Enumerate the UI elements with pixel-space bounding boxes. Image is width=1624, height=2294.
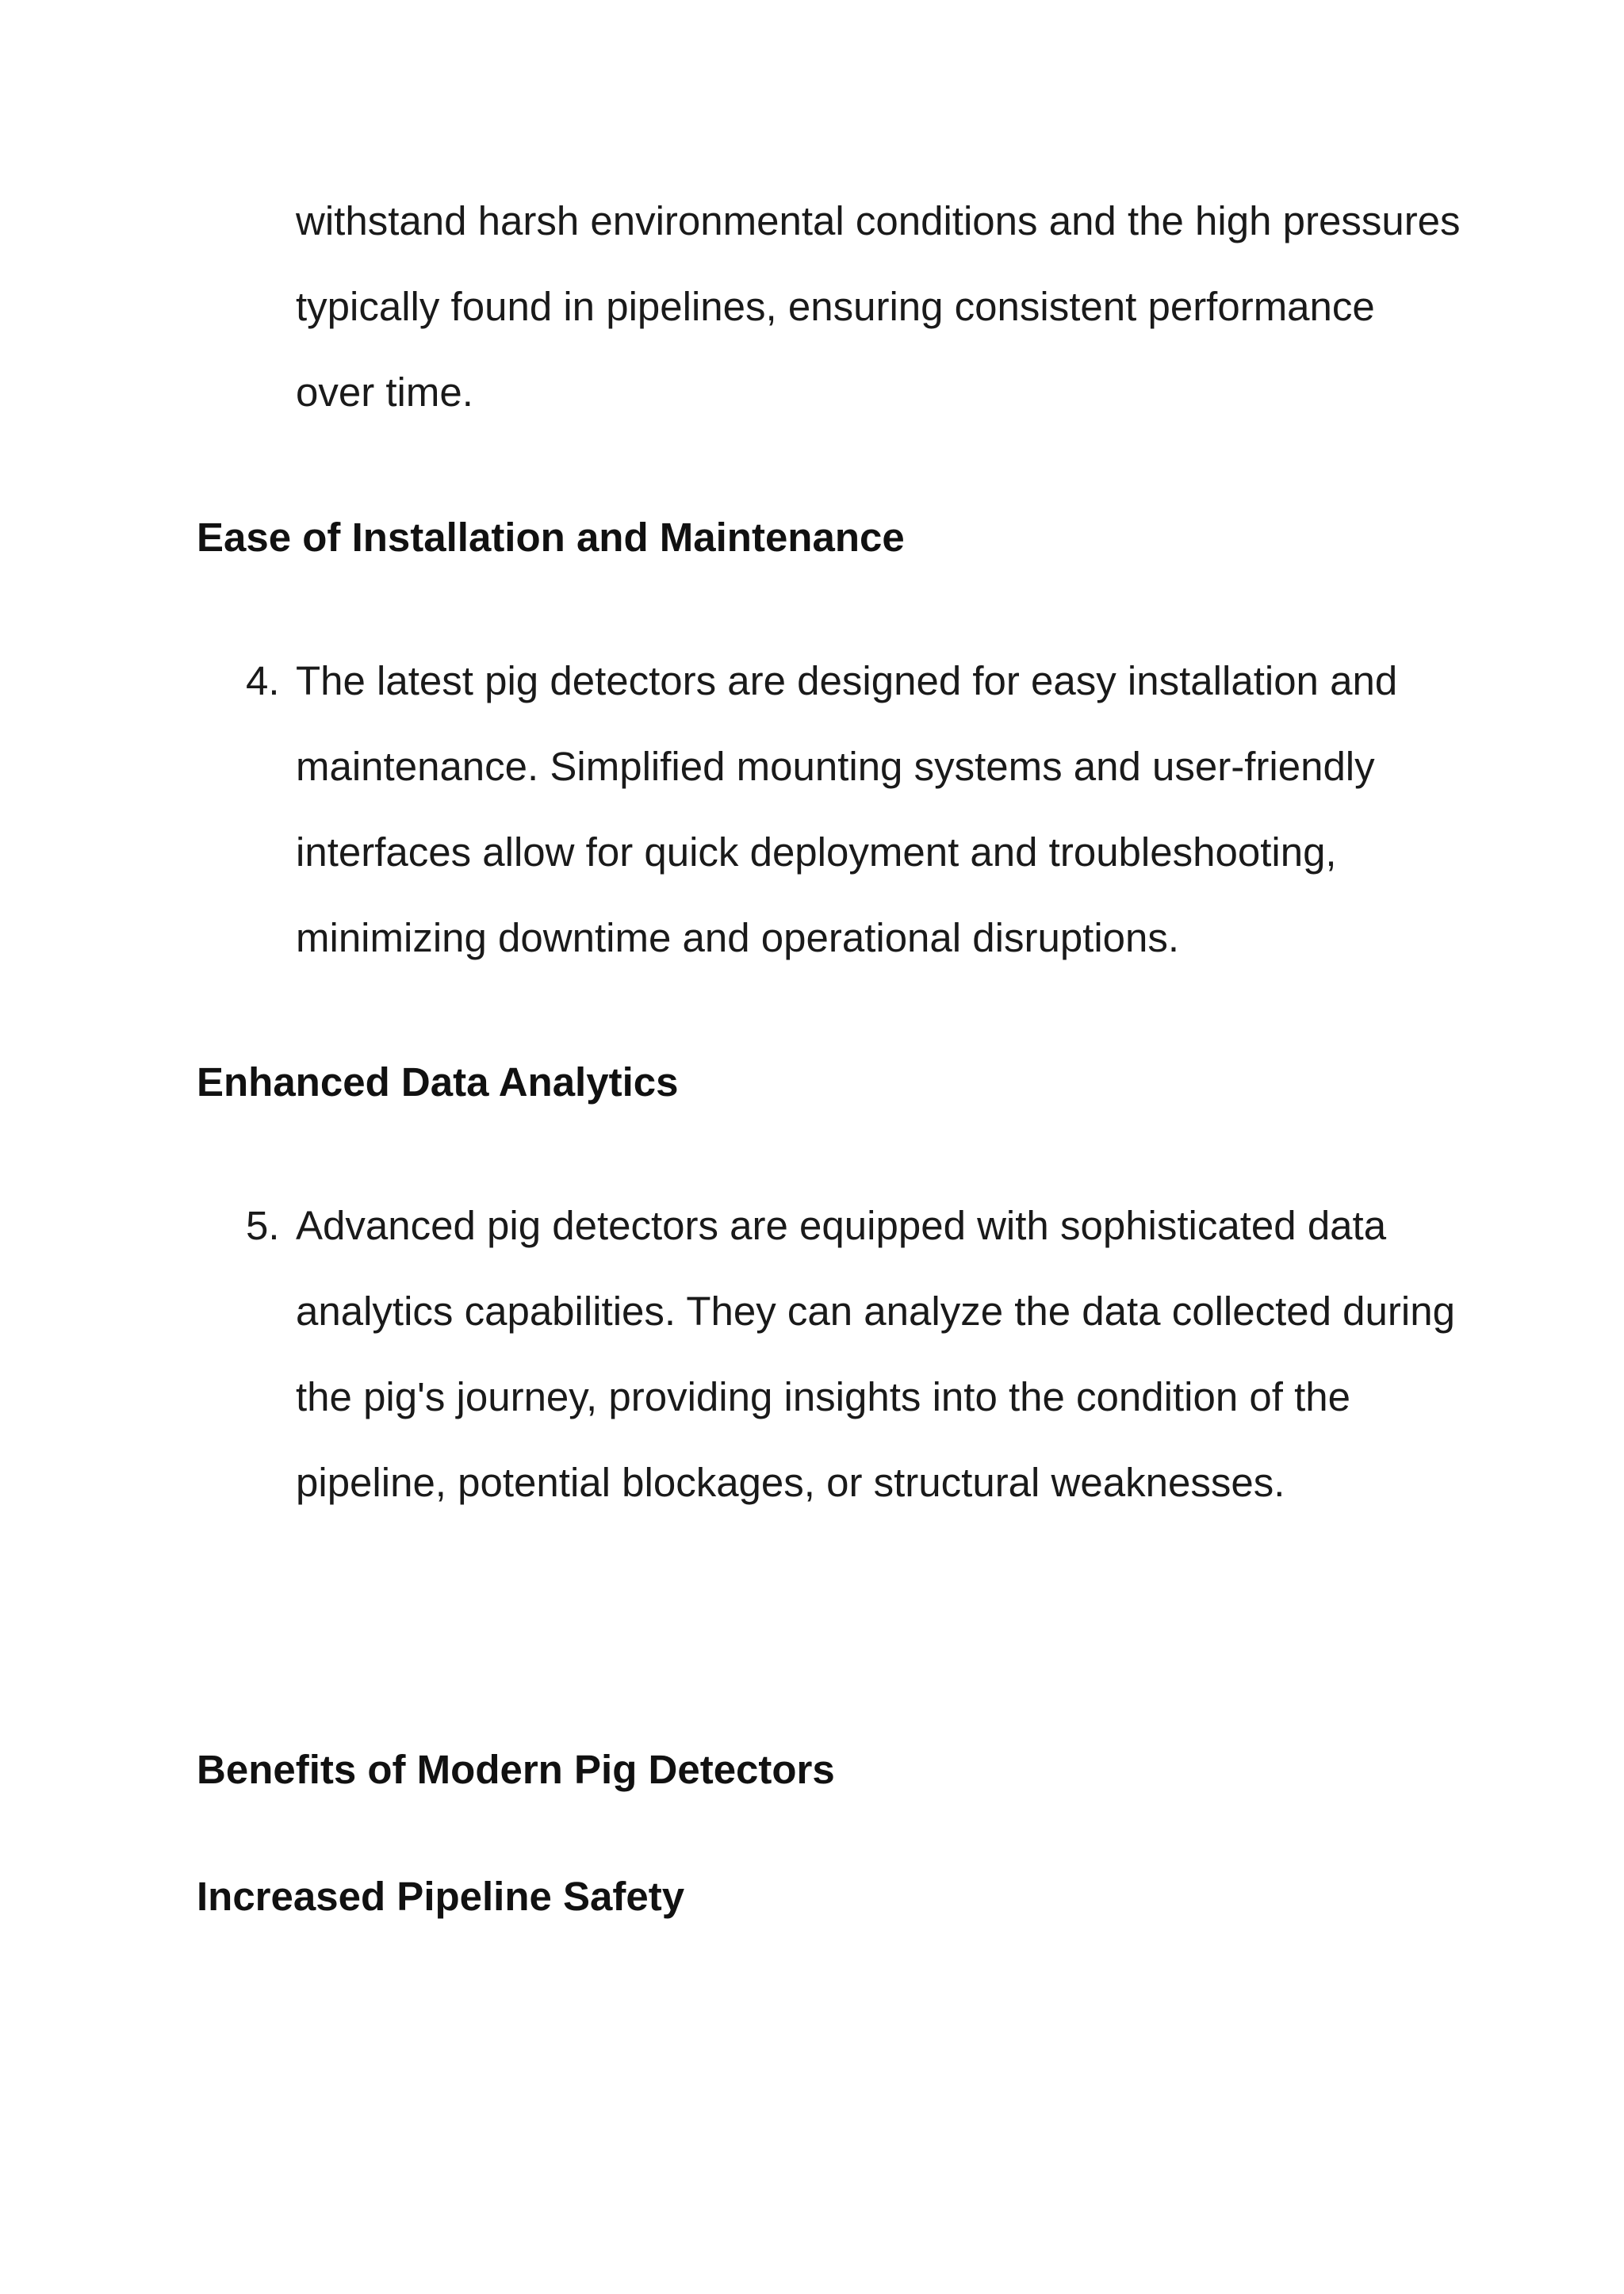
list-item xyxy=(197,638,1465,981)
section-heading-analytics: Enhanced Data Analytics xyxy=(197,1059,679,1105)
section-heading-safety: Increased Pipeline Safety xyxy=(197,1874,685,1919)
list-item-text: Advanced pig detectors are equipped with sophisticated data analytics capabilities. They can analyze the data collected during the pig's journey, providing insights into the condition of the pipeline, potential blockages, or structural weaknesses. xyxy=(296,1203,1455,1505)
list-item-text: The latest pig detectors are designed for easy installation and maintenance. Simplified mounting systems and user-friendly interfaces allow for quick deployment and troubleshooting, minimizing downtime and operational disruptions. xyxy=(296,658,1398,960)
list-item xyxy=(197,1183,1465,1526)
list-item-number: 4. xyxy=(246,658,280,703)
continuation-paragraph: withstand harsh environmental conditions and the high pressures typically found in pipelines, ensuring consistent performance over time. xyxy=(296,198,1461,415)
section-heading-installation: Ease of Installation and Maintenance xyxy=(197,515,905,560)
section-heading-benefits: Benefits of Modern Pig Detectors xyxy=(197,1747,835,1792)
list-item-number: 5. xyxy=(246,1203,280,1248)
